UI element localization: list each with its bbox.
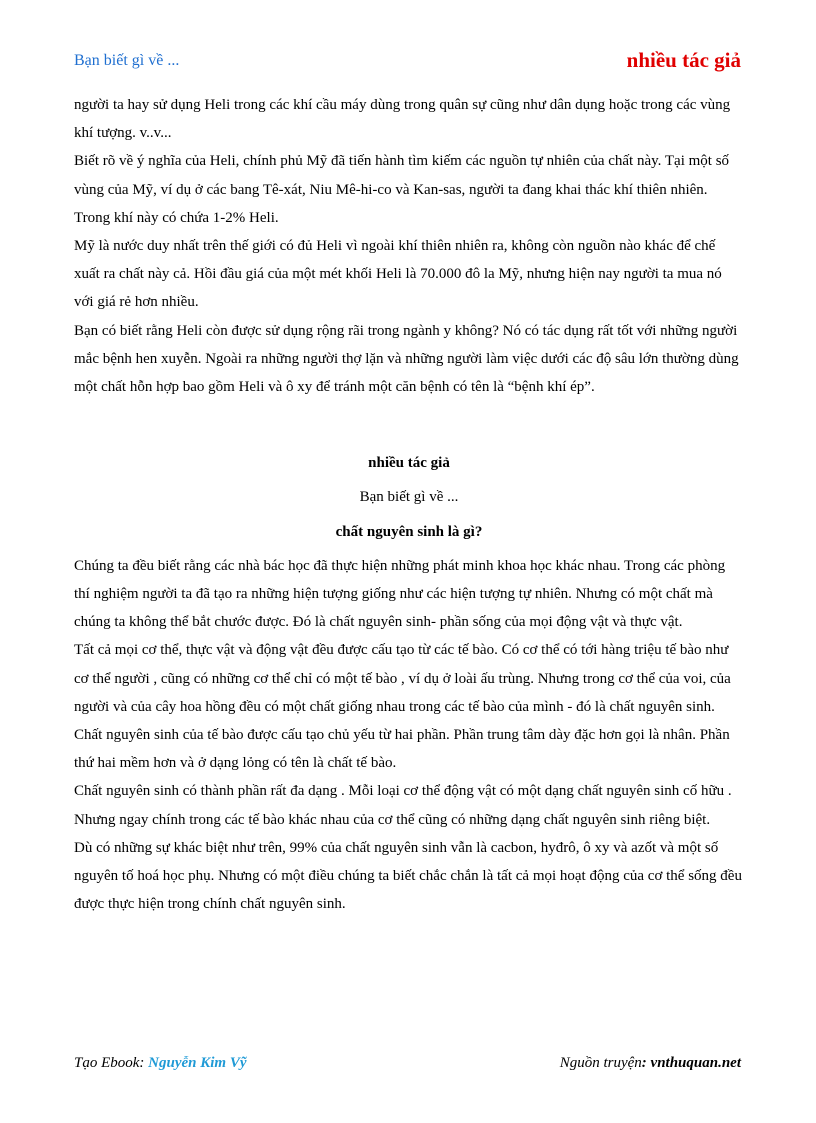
article-paragraph-4: Chất nguyên sinh có thành phần rất đa dạng . Mỗi loại cơ thể động vật có một dạng chất nguyên sinh cố hữu . Nhưng ngay chính trong các tế bào khác nhau của cơ thể cũng có những dạng chất nguyên sinh riêng biệt. <box>74 783 732 828</box>
source-site: vnthuquan.net <box>650 1055 741 1071</box>
page-footer <box>74 1055 741 1079</box>
source-label: Nguồn truyện <box>559 1055 642 1071</box>
header-author: nhiều tác giả <box>626 48 741 72</box>
source-separator: : <box>641 1055 651 1071</box>
article-paragraph-1: Chúng ta đều biết rằng các nhà bác học đã thực hiện những phát minh khoa học khác nhau. Trong các phòng thí nghiệm người ta đã tạo ra những hiện tượng giống như các hiện tượng tự nhiên. Nhưng có một chất mà chúng ta không thể bắt chước được. Đó là chất nguyên sinh- phần sống của mọi động vật và thực vật. <box>74 557 726 631</box>
page-content <box>74 91 744 918</box>
credit-label: Tạo Ebook <box>74 1055 140 1071</box>
source-credit <box>560 1055 741 1072</box>
article-series: Bạn biết gì về ... <box>359 489 459 506</box>
prev-paragraph-2: Biết rõ về ý nghĩa của Heli, chính phủ Mỹ đã tiến hành tìm kiếm các nguồn tự nhiên của chất này. Tại một số vùng của Mỹ, ví dụ ở các bang Tê-xát, Niu Mê-hi-co và Kan-sas, người ta đang khai thác khí thiên nhiên. Trong khí này có chứa 1-2% Heli. <box>74 153 730 226</box>
article-title: chất nguyên sinh là gì? <box>335 523 483 540</box>
prev-paragraph-1: người ta hay sử dụng Heli trong các khí cầu máy dùng trong quân sự cũng như dân dụng hoặc trong các vùng khí tượng. v..v... <box>74 97 731 142</box>
section-gap <box>74 401 744 443</box>
credit-name: Nguyễn Kim Vỹ <box>148 1055 247 1071</box>
article-paragraph-3: Chất nguyên sinh của tế bào được cấu tạo chủ yếu từ hai phần. Phần trung tâm dày đặc hơn gọi là nhân. Phần thứ hai mềm hơn và ở dạng lỏng có tên là chất tế bào. <box>74 727 730 772</box>
prev-paragraph-4: Bạn có biết rằng Heli còn được sử dụng rộng rãi trong ngành y không? Nó có tác dụng rất tốt với những người mắc bệnh hen xuyễn. Ngoài ra những người thợ lặn và những người làm việc dưới các độ sâu lớn thường dùng một chất hỗn hợp bao gồm Heli và ô xy để tránh một căn bệnh có tên là “bệnh khí ép”. <box>74 322 739 396</box>
article-paragraph-2: Tất cả mọi cơ thể, thực vật và động vật đều được cấu tạo từ các tế bào. Có cơ thể có tới hàng triệu tế bào như cơ thể người , cũng có những cơ thể chỉ có một tế bào , ví dụ ở loài ấu trùng. Nhưng trong cơ thể của voi, của người và của cây hoa hồng đều có một chất giống nhau trong các tế bào của mình - đó là chất nguyên sinh. <box>74 642 731 715</box>
header-series-title: Bạn biết gì về ... <box>74 52 180 69</box>
prev-paragraph-3: Mỹ là nước duy nhất trên thế giới có đủ Heli vì ngoài khí thiên nhiên ra, không còn nguồn nào khác để chế xuất ra chất này cả. Hồi đầu giá của một mét khối Heli là 70.000 đô la Mỹ, nhưng hiện nay người ta mua nó với giá rẻ hơn nhiều. <box>74 238 722 311</box>
page-header <box>74 48 741 76</box>
article-paragraph-5: Dù có những sự khác biệt như trên, 99% của chất nguyên sinh vẫn là cacbon, hyđrô, ô xy và azốt và một số nguyên tố hoá học phụ. Nhưng có một điều chúng ta biết chắc chắn là tất cả mọi hoạt động của cơ thể sống đều được thực hiện trong chính chất nguyên sinh. <box>74 839 742 913</box>
credit-separator: : <box>139 1055 149 1071</box>
article-author: nhiều tác giả <box>368 455 450 472</box>
ebook-credit <box>74 1055 247 1072</box>
